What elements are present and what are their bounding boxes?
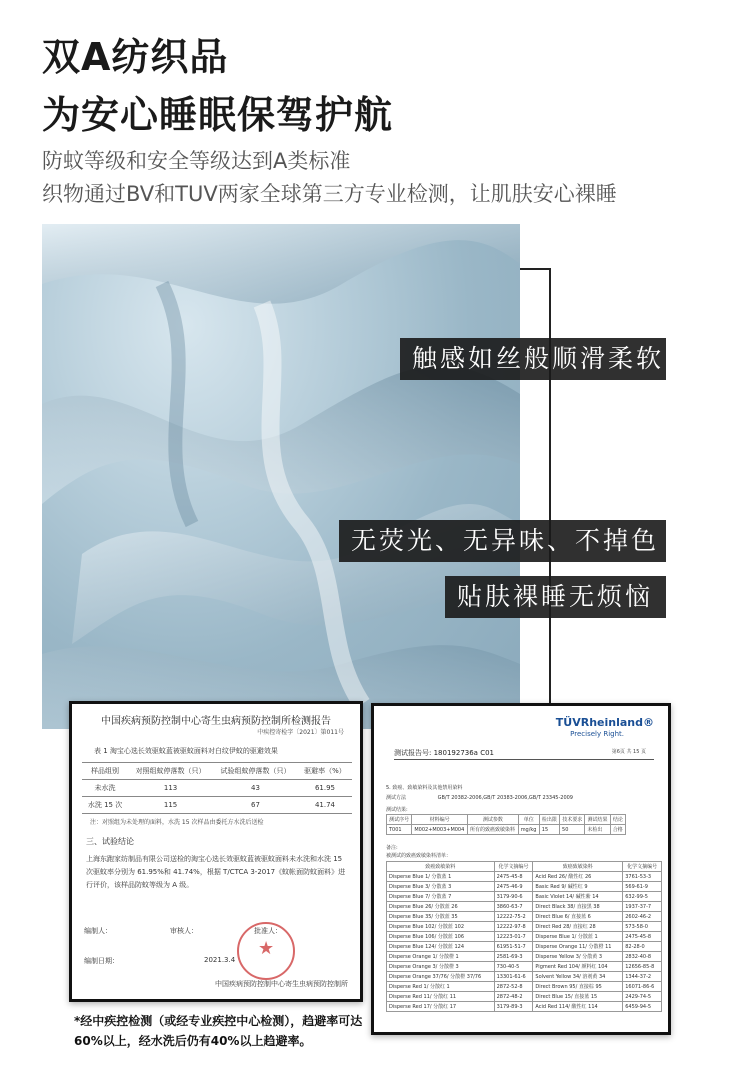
- table-cell: Direct Blue 15/ 直接蓝 15: [533, 992, 623, 1002]
- table-cell: Disperse Orange 11/ 分散橙 11: [533, 942, 623, 952]
- table-row: [387, 882, 662, 892]
- table-cell: 113: [128, 780, 213, 797]
- table-cell: 所有的致癌致敏染料: [468, 825, 519, 835]
- table-cell: Disperse Yellow 3/ 分散黄 3: [533, 952, 623, 962]
- table-cell: Disperse Blue 1/ 分散蓝 1: [387, 872, 495, 882]
- table-cell: 6459-94-5: [623, 1002, 662, 1012]
- conclusion-heading: 三、试验结论: [86, 837, 134, 846]
- column-header: 化学文摘编号: [623, 862, 662, 872]
- table-cell: 16071-86-6: [623, 982, 662, 992]
- test-method: [386, 794, 573, 801]
- table-cell: Disperse Red 1/ 分散红 1: [387, 982, 495, 992]
- table-row: [387, 962, 662, 972]
- table-cell: 632-99-5: [623, 892, 662, 902]
- table-cell: 2832-40-8: [623, 952, 662, 962]
- table-cell: 730-40-5: [494, 962, 533, 972]
- table-cell: mg/kg: [518, 825, 539, 835]
- table-cell: Disperse Orange 37/76/ 分散橙 37/76: [387, 972, 495, 982]
- report-serial: 中疾控寄检字〔2021〕第011号: [257, 729, 344, 736]
- connector-horizontal: [520, 268, 550, 270]
- column-header: 测试参数: [468, 815, 519, 825]
- table-cell: 1344-37-2: [623, 972, 662, 982]
- approver-label: 批准人：: [254, 927, 282, 935]
- date-label: 编制日期：: [84, 957, 119, 965]
- table-note: 注：对照组为未处理的面料，水洗 15 次样品由委托方水洗后送检: [90, 819, 264, 826]
- feature-tag-comfort: 贴肤裸睡无烦恼: [445, 576, 666, 618]
- report-number: [394, 748, 494, 758]
- table-cell: 未检出: [585, 825, 610, 835]
- method-value: GB/T 20382-2006,GB/T 20383-2006,GB/T 23345-2009: [437, 795, 573, 801]
- table-cell: 3761-53-3: [623, 872, 662, 882]
- subtitle-line1: 防蚊等级和安全等级达到A类标准: [42, 149, 351, 173]
- table-cell: 12222-75-2: [494, 912, 533, 922]
- column-header: 单位: [518, 815, 539, 825]
- table-cell: 15: [539, 825, 559, 835]
- table-cell: Disperse Blue 7/ 分散蓝 7: [387, 892, 495, 902]
- tuv-logo: TÜVRheinland®: [555, 716, 654, 729]
- table-cell: 未水洗: [82, 780, 128, 797]
- table-cell: Direct Brown 95/ 直接棕 95: [533, 982, 623, 992]
- table-cell: Disperse Red 11/ 分散红 11: [387, 992, 495, 1002]
- table-cell: 2581-69-3: [494, 952, 533, 962]
- report-number-label: 测试报告号:: [394, 749, 432, 757]
- table-cell: 67: [213, 797, 298, 814]
- repellency-table: [82, 762, 352, 814]
- dye-list-table: [386, 861, 662, 1012]
- table-cell: 3860-63-7: [494, 902, 533, 912]
- table-cell: Pigment Red 104/ 颜料红 104: [533, 962, 623, 972]
- feature-tag-smooth: 触感如丝般顺滑柔软: [400, 338, 666, 380]
- table-cell: 2475-46-9: [494, 882, 533, 892]
- table-row: [82, 797, 352, 814]
- table-cell: 2475-45-8: [494, 872, 533, 882]
- column-header: 测试结果: [585, 815, 610, 825]
- table-cell: 41.74: [298, 797, 352, 814]
- table-title: 表 1 淘宝心选长效驱蚊蓝被驱蚊面料对白纹伊蚊的驱避效果: [94, 747, 278, 755]
- column-header: 致癌致敏染料: [387, 862, 495, 872]
- table-cell: 569-61-9: [623, 882, 662, 892]
- table-cell: 61.95: [298, 780, 352, 797]
- remark-text: 被测试的致癌致敏染料清单：: [386, 853, 452, 859]
- table-cell: 12222-97-8: [494, 922, 533, 932]
- column-header: 致癌致敏染料: [533, 862, 623, 872]
- column-header: 测试序号: [387, 815, 412, 825]
- table-cell: 61951-51-7: [494, 942, 533, 952]
- column-header: 驱避率（%）: [298, 763, 352, 780]
- column-header: 试验组蚊停落数（只）: [213, 763, 298, 780]
- table-cell: Disperse Blue 26/ 分散蓝 26: [387, 902, 495, 912]
- table-row: [387, 972, 662, 982]
- page-indicator: 第6页 共 15 页: [611, 749, 646, 755]
- feature-tag-safe: 无荧光、无异味、不掉色: [339, 520, 666, 562]
- column-header: 检出限: [539, 815, 559, 825]
- table-row: [387, 892, 662, 902]
- table-cell: 13301-61-6: [494, 972, 533, 982]
- report-header: 中国疾病预防控制中心寄生虫病预防控制所检测报告: [101, 716, 331, 727]
- table-cell: Acid Red 114/ 酸性红 114: [533, 1002, 623, 1012]
- test-item: 5. 致癌、致敏染料及其他禁用染料: [386, 785, 463, 791]
- table-row: [387, 932, 662, 942]
- table-cell: Basic Red 9/ 碱性红 9: [533, 882, 623, 892]
- subtitle-line2: 织物通过BV和TUV两家全球第三方专业检测，让肌肤安心裸睡: [42, 182, 617, 206]
- column-header: 结论: [610, 815, 625, 825]
- table-cell: 3179-90-6: [494, 892, 533, 902]
- column-header: 材料编号: [412, 815, 468, 825]
- table-row: [387, 902, 662, 912]
- table-header-row: [82, 763, 352, 780]
- footnote: *经中疾控检测（或经专业疾控中心检测），趋避率可达60%以上，经水洗后仍有40%以上趋避率。: [74, 1014, 363, 1048]
- table-cell: Direct Black 38/ 直接黑 38: [533, 902, 623, 912]
- remark-label: 备注:: [386, 845, 398, 851]
- column-header: 对照组蚊停落数（只）: [128, 763, 213, 780]
- table-cell: 12223-01-7: [494, 932, 533, 942]
- table-cell: 2429-74-5: [623, 992, 662, 1002]
- table-row: [387, 912, 662, 922]
- table-cell: Acid Red 26/ 酸性红 26: [533, 872, 623, 882]
- column-header: 样品组别: [82, 763, 128, 780]
- table-row: [387, 952, 662, 962]
- table-cell: 2872-48-2: [494, 992, 533, 1002]
- table-row: [387, 825, 626, 835]
- result-table: [386, 814, 626, 835]
- table-cell: 1937-37-7: [623, 902, 662, 912]
- reviewer-label: 审核人：: [170, 927, 198, 935]
- table-cell: Disperse Orange 3/ 分散橙 3: [387, 962, 495, 972]
- table-cell: Disperse Blue 106/ 分散蓝 106: [387, 932, 495, 942]
- table-header-row: [387, 815, 626, 825]
- column-header: 技术要求: [560, 815, 585, 825]
- table-cell: Disperse Blue 3/ 分散蓝 3: [387, 882, 495, 892]
- fabric-photo: [42, 224, 520, 729]
- official-seal: [237, 922, 295, 980]
- table-cell: Disperse Blue 124/ 分散蓝 124: [387, 942, 495, 952]
- table-row: [387, 982, 662, 992]
- table-cell: 2602-46-2: [623, 912, 662, 922]
- page-title-line2: 为安心睡眠保驾护航: [42, 93, 394, 137]
- table-cell: 115: [128, 797, 213, 814]
- table-cell: Direct Red 28/ 直接红 28: [533, 922, 623, 932]
- table-cell: 573-58-0: [623, 922, 662, 932]
- table-row: [387, 942, 662, 952]
- table-cell: 82-28-0: [623, 942, 662, 952]
- table-cell: 43: [213, 780, 298, 797]
- table-header-row: [387, 862, 662, 872]
- date-value: 2021.3.4: [204, 956, 236, 964]
- tuv-slogan: Precisely Right.: [570, 730, 624, 738]
- table-cell: Disperse Red 17/ 分散红 17: [387, 1002, 495, 1012]
- page-title-line1: 双A纺织品: [42, 35, 229, 79]
- report-number-value: 180192736a C01: [433, 749, 494, 757]
- table-cell: Disperse Blue 35/ 分散蓝 35: [387, 912, 495, 922]
- table-cell: T001: [387, 825, 412, 835]
- connector-vertical: [549, 268, 551, 705]
- column-header: 化学文摘编号: [494, 862, 533, 872]
- table-row: [387, 922, 662, 932]
- table-row: [82, 780, 352, 797]
- table-cell: 水洗 15 次: [82, 797, 128, 814]
- table-cell: Disperse Blue 102/ 分散蓝 102: [387, 922, 495, 932]
- table-row: [387, 872, 662, 882]
- table-cell: 3179-89-3: [494, 1002, 533, 1012]
- table-cell: 2872-52-8: [494, 982, 533, 992]
- table-cell: 50: [560, 825, 585, 835]
- cdc-test-report: [69, 701, 363, 1002]
- table-cell: M002+M003+M004: [412, 825, 468, 835]
- issuing-org: 中国疾病预防控制中心寄生虫病预防控制所: [215, 980, 348, 988]
- method-label: 测试方法: [386, 795, 407, 801]
- table-cell: 2475-45-8: [623, 932, 662, 942]
- table-row: [387, 992, 662, 1002]
- divider: [394, 759, 654, 760]
- table-cell: 12656-85-8: [623, 962, 662, 972]
- editor-label: 编制人：: [84, 927, 112, 935]
- table-cell: Direct Blue 6/ 直接蓝 6: [533, 912, 623, 922]
- conclusion-text: 上海东跑家纺制品有限公司送检的淘宝心选长效驱蚊蓝被驱蚊面料未水洗和水洗 15 次驱蚊率分别为 61.95%和 41.74%，根据 T/CTCA 3-2017《蚊帐面防蚊面料》进行评价，该样品防蚊等级为 A 级。: [86, 855, 346, 889]
- table-cell: Disperse Orange 1/ 分散橙 1: [387, 952, 495, 962]
- table-cell: Basic Violet 14/ 碱性紫 14: [533, 892, 623, 902]
- table-cell: Disperse Blue 1/ 分散蓝 1: [533, 932, 623, 942]
- tuv-test-report: [371, 703, 671, 1035]
- table-row: [387, 1002, 662, 1012]
- table-cell: Solvent Yellow 34/ 溶剂黄 34: [533, 972, 623, 982]
- table-cell: 合格: [610, 825, 625, 835]
- result-label: 测试结果:: [386, 807, 408, 813]
